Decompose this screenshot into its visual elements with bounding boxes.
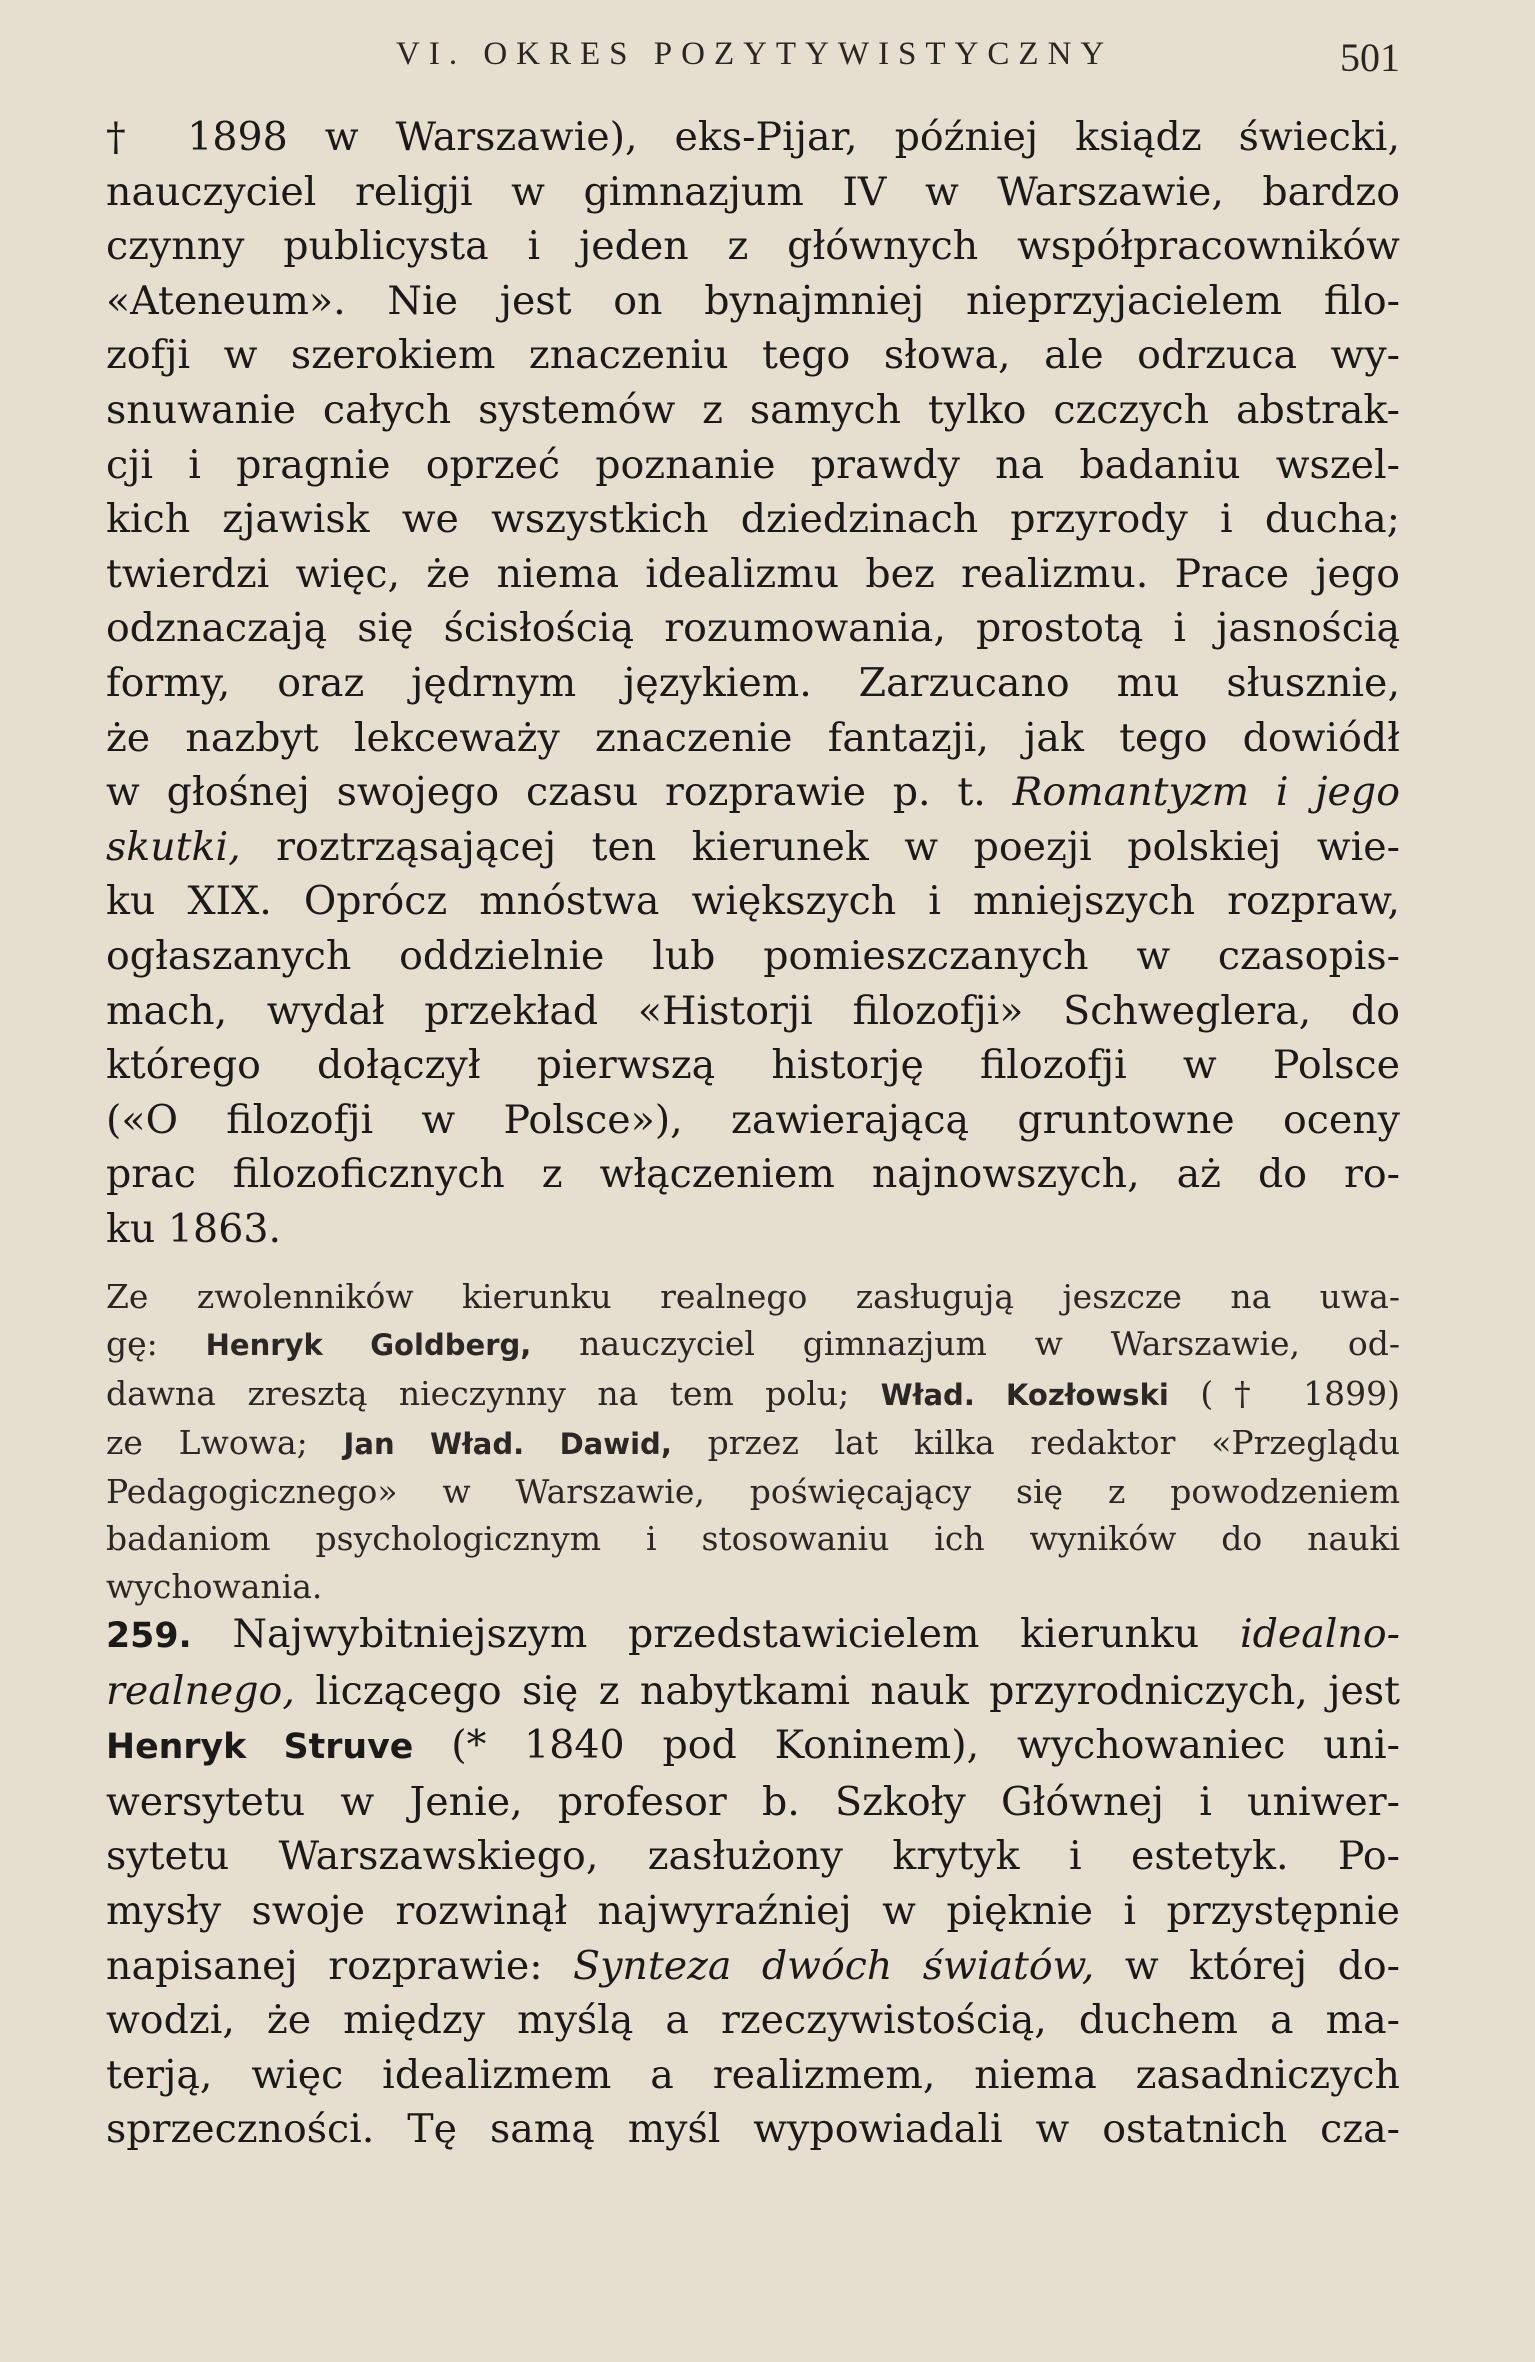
text-line (106, 1607, 1400, 1664)
text-line (106, 1419, 1400, 1468)
text-line: którego dołączył pierwszą historję filozofji w Polsce (106, 1042, 1400, 1089)
term-italic: idealno- (1239, 1611, 1400, 1657)
text-line (106, 765, 1400, 820)
text-line: czynny publicysta i jeden z głównych współpracowników (106, 223, 1400, 270)
text-segment: (* 1840 pod Koninem), wychowaniec uni- (451, 1722, 1400, 1769)
text-line: formy, oraz jędrnym językiem. Zarzucano mu słusznie, (106, 659, 1400, 706)
book-title-italic: Romantyzm i jego (1012, 769, 1400, 816)
text-line: twierdzi więc, że niema idealizmu bez realizmu. Prace jego (106, 550, 1400, 597)
text-line: sytetu Warszawskiego, zasłużony krytyk i estetyk. Po- (106, 1833, 1400, 1880)
text-line: mach, wydał przekład «Historji filozofji» Schweglera, do (106, 987, 1400, 1034)
text-segment: († 1899) (1200, 1373, 1400, 1413)
person-name: Jan Wład. Dawid, (343, 1426, 672, 1461)
text-line: kich zjawisk we wszystkich dziedzinach przyrody i ducha; (106, 496, 1400, 543)
text-line: snuwanie całych systemów z samych tylko czczych abstrak- (106, 386, 1400, 433)
text-line: Pedagogicznego» w Warszawie, poświęcający się z powodzeniem (106, 1472, 1400, 1512)
small-print-paragraph (106, 1273, 1400, 1610)
text-line (106, 1320, 1400, 1369)
text-segment: nauczyciel gimnazjum w Warszawie, od- (579, 1324, 1400, 1364)
text-line (106, 1370, 1400, 1419)
text-line: («O filozofji w Polsce»), zawierającą gruntowne oceny (106, 1096, 1400, 1143)
text-segment: w której do- (1124, 1942, 1400, 1989)
text-segment: napisanej rozprawie: (106, 1942, 543, 1989)
running-title: VI. OKRES POZYTYWISTYCZNY (396, 36, 1114, 72)
section-number: 259. (106, 1616, 192, 1656)
text-line: wersytetu w Jenie, profesor b. Szkoły Głównej i uniwer- (106, 1778, 1400, 1825)
text-line: badaniom psychologicznym i stosowaniu ich wyników do nauki (106, 1519, 1400, 1559)
text-line: zofji w szerokiem znaczeniu tego słowa, ale odrzuca wy- (106, 332, 1400, 379)
text-line (106, 820, 1400, 875)
book-title-italic: skutki, (106, 823, 241, 870)
text-segment: gę: (106, 1324, 158, 1364)
page-header (106, 36, 1400, 88)
page-number: 501 (1340, 35, 1400, 80)
text-line: prac filozoficznych z włączeniem najnowszych, aż do ro- (106, 1151, 1400, 1198)
text-line: odznaczają się ścisłością rozumowania, prostotą i jasnością (106, 605, 1400, 652)
text-line (106, 1939, 1400, 1994)
term-italic: realnego, (106, 1667, 295, 1714)
text-line: sprzeczności. Tę samą myśl wypowiadali w ostatnich cza- (106, 2106, 1400, 2153)
text-line (106, 1718, 1400, 1775)
text-line: że nazbyt lekceważy znaczenie fantazji, jak tego dowiódł (106, 714, 1400, 761)
text-line: wodzi, że między myślą a rzeczywistością, duchem a ma- (106, 1997, 1400, 2044)
text-line: «Ateneum». Nie jest on bynajmniej nieprzyjacielem filo- (106, 277, 1400, 324)
section-259-paragraph (106, 1607, 1400, 2157)
text-segment: roztrząsającej ten kierunek w poezji polskiej wie- (276, 823, 1400, 870)
text-line: † 1898 w Warszawie), eks-Pijar, później ksiądz świecki, (106, 114, 1400, 160)
person-name: Henryk Struve (106, 1727, 414, 1768)
text-line: cji i pragnie oprzeć poznanie prawdy na badaniu wszel- (106, 441, 1400, 488)
text-segment: Najwybitniejszym przedstawicielem kierunku (232, 1611, 1200, 1657)
text-segment: przez lat kilka redaktor «Przeglądu (707, 1422, 1400, 1462)
person-name: Henryk Goldberg, (205, 1328, 532, 1363)
text-segment: liczącego się z nabytkami nauk przyrodniczych, jest (315, 1667, 1400, 1714)
text-line: terją, więc idealizmem a realizmem, niema zasadniczych (106, 2051, 1400, 2098)
person-name: Wład. Kozłowski (880, 1377, 1169, 1412)
text-line: ogłaszanych oddzielnie lub pomieszczanych w czasopis- (106, 932, 1400, 979)
text-segment: dawna zresztą nieczynny na tem polu; (106, 1373, 850, 1413)
text-line: ku 1863. (106, 1205, 282, 1252)
text-segment: w głośnej swojego czasu rozprawie p. t. (106, 769, 986, 816)
text-line: wychowania. (106, 1566, 323, 1606)
text-segment: ze Lwowa; (106, 1422, 308, 1462)
text-line: Ze zwolenników kierunku realnego zasługują jeszcze na uwa- (106, 1277, 1400, 1316)
text-line: mysły swoje rozwinął najwyraźniej w pięknie i przystępnie (106, 1887, 1400, 1934)
body-paragraph (106, 110, 1400, 1256)
book-title-italic: Synteza dwóch światów, (573, 1942, 1095, 1989)
text-line (106, 1664, 1400, 1719)
text-line: nauczyciel religji w gimnazjum IV w Warszawie, bardzo (106, 168, 1400, 215)
text-line: ku XIX. Oprócz mnóstwa większych i mniejszych rozpraw, (106, 878, 1400, 925)
